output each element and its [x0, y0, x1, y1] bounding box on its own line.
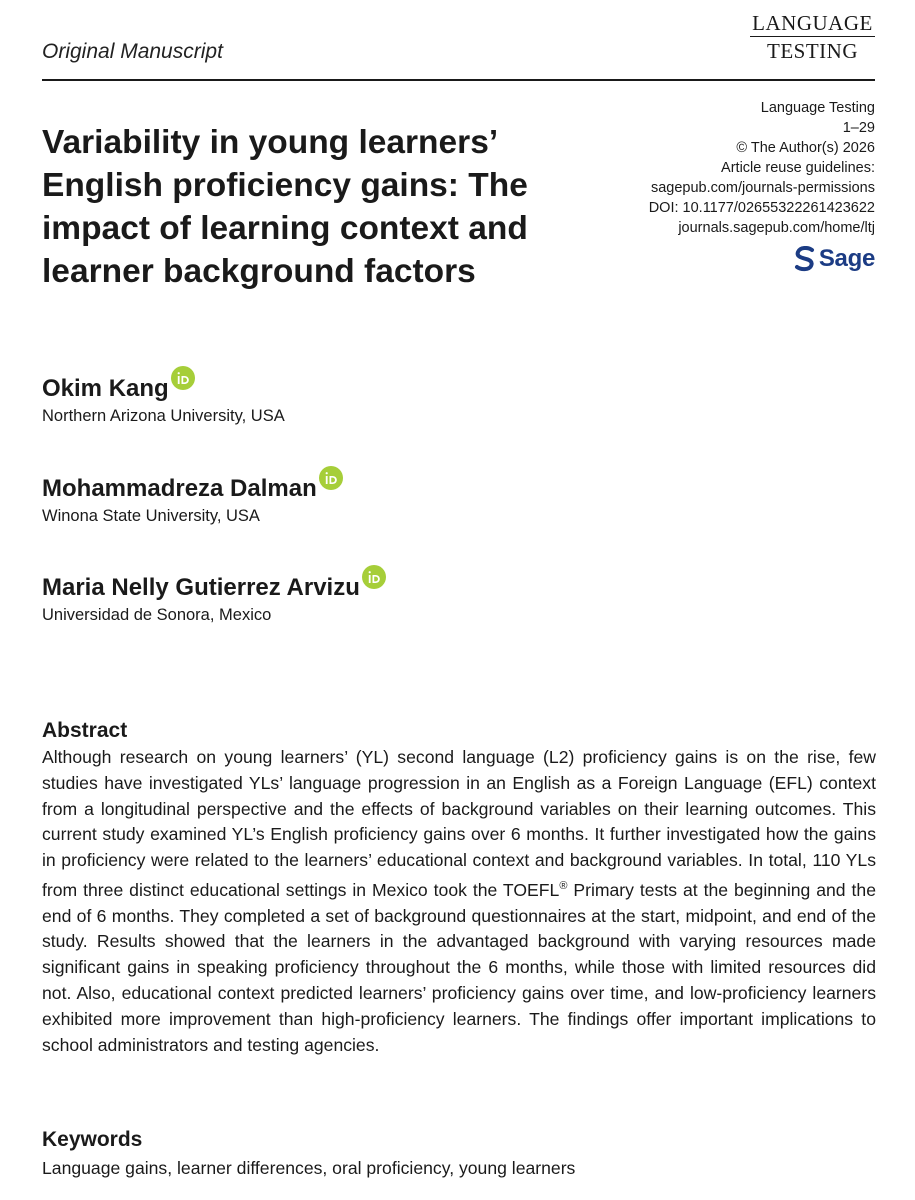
author-name: Okim Kang: [42, 375, 169, 402]
author-name-row: [42, 374, 195, 404]
keywords-text: Language gains, learner differences, oral proficiency, young learners: [42, 1158, 576, 1178]
author-affiliation: Universidad de Sonora, Mexico: [42, 606, 272, 624]
reuse-link[interactable]: sagepub.com/journals-permissions: [650, 180, 875, 196]
author-block: [42, 474, 343, 526]
abstract-heading: Abstract: [42, 719, 128, 742]
keywords-heading: Keywords: [42, 1128, 143, 1151]
journal-name: Language Testing: [760, 100, 875, 116]
journal-logo-line-1: LANGUAGE: [752, 11, 873, 35]
article-metadata: [555, 98, 875, 238]
journal-logo: [750, 10, 875, 64]
trademark-symbol: ®: [559, 879, 568, 892]
author-name-row: [42, 573, 386, 603]
author-name-row: [42, 474, 343, 504]
author-name: Mohammadreza Dalman: [42, 475, 317, 502]
abstract-text: [42, 745, 876, 1058]
article-title: Variability in young learners’ English proficiency gains: The impact of learning context and learner background factors: [42, 124, 528, 290]
sage-logo: [794, 244, 875, 274]
orcid-icon[interactable]: [362, 565, 386, 589]
author-affiliation: Winona State University, USA: [42, 507, 260, 525]
author-block: [42, 374, 285, 426]
sage-wordmark: Sage: [818, 245, 875, 272]
reuse-label: Article reuse guidelines:: [721, 160, 875, 176]
doi[interactable]: DOI: 10.1177/02655322261423622: [648, 200, 875, 216]
orcid-icon[interactable]: [319, 466, 343, 490]
journal-logo-line-2: TESTING: [750, 36, 875, 64]
section-label: Original Manuscript: [42, 40, 223, 63]
author-affiliation: Northern Arizona University, USA: [42, 407, 285, 425]
abstract-text-part-1: Although research on young learners’ (YL) second language (L2) proficiency gains is on the rise, few studies have investigated YLs’ language progression in an English as a Foreign Language (EFL) context from a longitudinal perspective and the effects of background variables on their learning outcomes. This current study examined YL’s English proficiency gains over 6 months. It further investigated how the gains in proficiency were related to the learners’ educational context and background variables. In total, 110 YLs from three distinct educational settings in Mexico took the TOEFL: [42, 747, 876, 900]
journal-link[interactable]: journals.sagepub.com/home/ltj: [678, 220, 875, 236]
abstract-text-part-2: Primary tests at the beginning and the end of 6 months. They completed a set of background questionnaires at the start, midpoint, and end of the study. Results showed that the learners in the advantaged background with varying resources made significant gains in speaking proficiency throughout the 6 months, while those with limited resources did not. Also, educational context predicted learners’ proficiency gains over time, and low-proficiency learners exhibited more improvement than high-proficiency learners. The findings offer important implications to school administrators and testing agencies.: [42, 879, 876, 1055]
copyright: © The Author(s) 2026: [736, 140, 875, 156]
author-name: Maria Nelly Gutierrez Arvizu: [42, 574, 360, 601]
header-divider: [42, 79, 875, 81]
author-block: [42, 573, 386, 625]
page-range: 1–29: [842, 120, 875, 136]
sage-s-icon: [794, 246, 816, 272]
orcid-icon[interactable]: [171, 366, 195, 390]
